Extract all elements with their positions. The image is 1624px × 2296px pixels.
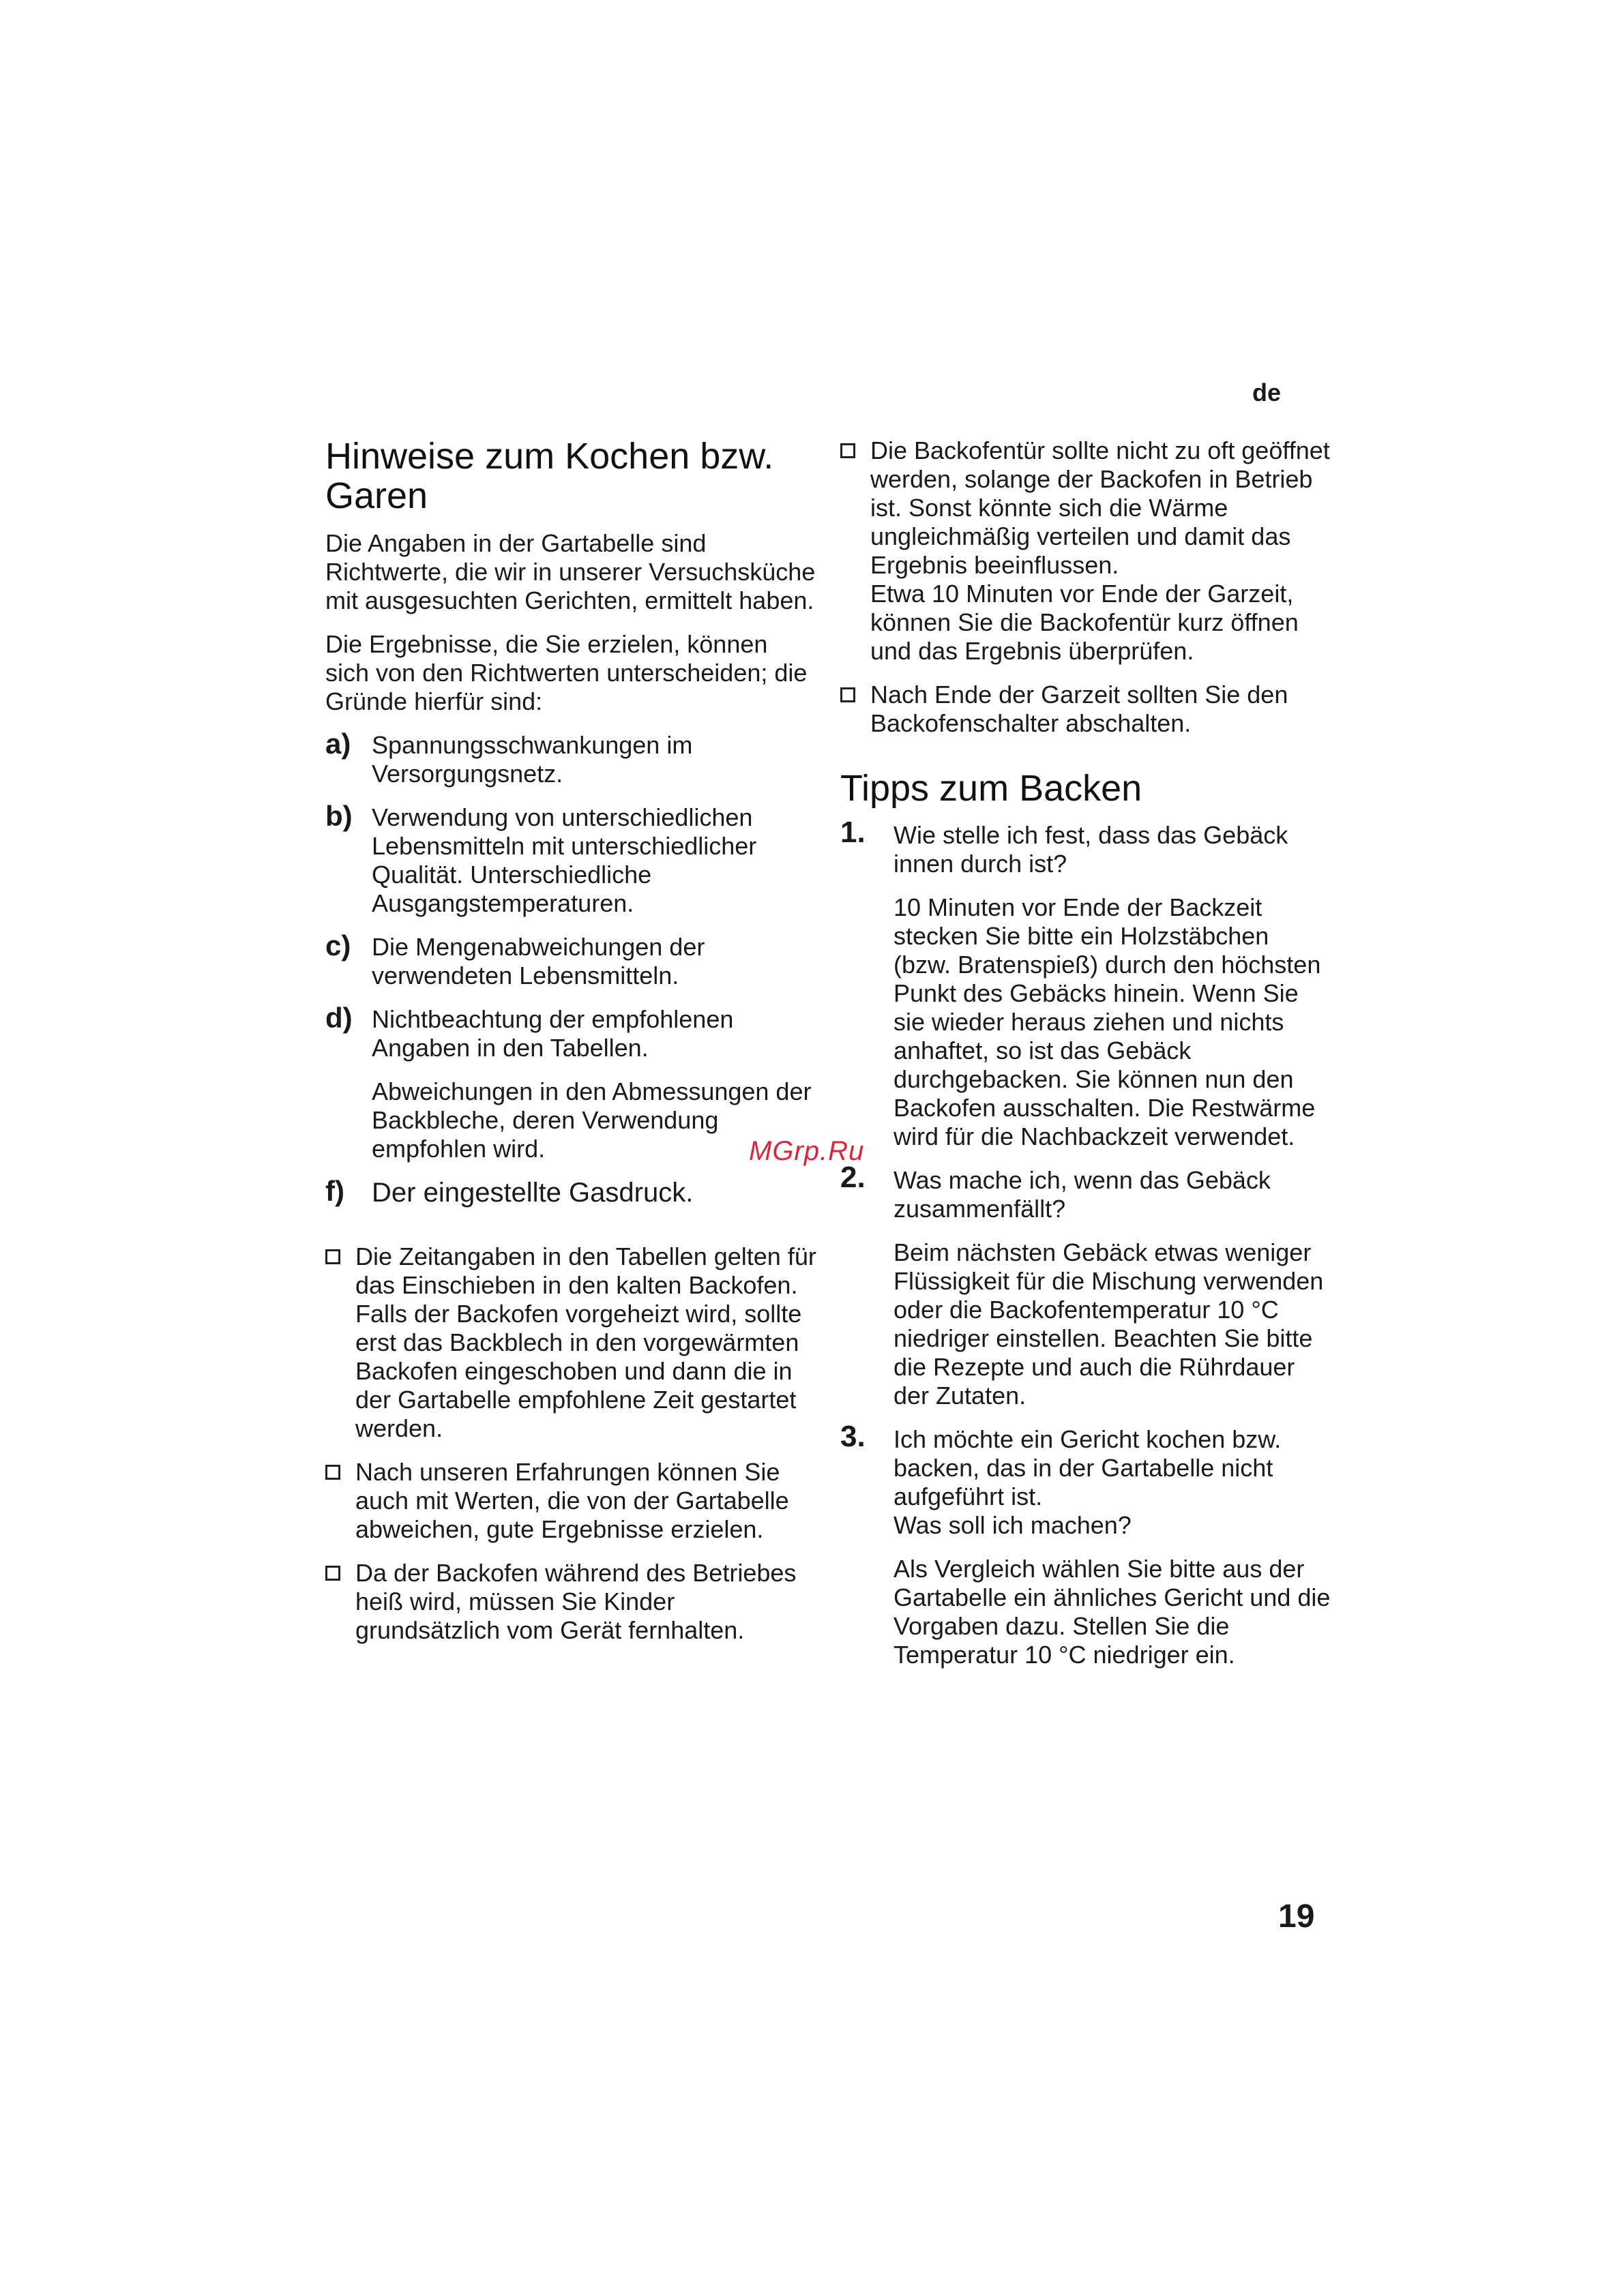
bullet-text: Nach unseren Erfahrungen können Sie auch mit Werten, die von der Gartabelle abweichen, gute Ergebnisse erzielen. bbox=[355, 1458, 789, 1543]
tip-question-text: Ich möchte ein Gericht kochen bzw. backen, das in der Gartabelle nicht aufgeführt ist. bbox=[894, 1425, 1282, 1510]
tip-number: 2. bbox=[840, 1161, 866, 1194]
tip-number: 1. bbox=[840, 816, 866, 849]
bullet-text: Die Backofentür sollte nicht zu oft geöffnet werden, solange der Backofen in Betrieb ist. Sonst könnte sich die Wärme ungleichmäßig verteilen und damit das Ergebnis beeinflussen. bbox=[870, 436, 1330, 579]
bullet-item bbox=[325, 1242, 816, 1443]
tip-answer-2: Beim nächsten Gebäck etwas weniger Flüssigkeit für die Mischung verwenden oder die Backofentemperatur 10 °C niedriger einstellen. Beachten Sie bitte die Rezepte und auch die Rührdauer der Zutaten. bbox=[894, 1238, 1324, 1410]
intro-paragraph-2: Die Ergebnisse, die Sie erzielen, können sich von den Richtwerten unterscheiden; die Gründe hierfür sind: bbox=[325, 630, 808, 715]
tip-number: 3. bbox=[840, 1420, 866, 1453]
reason-item-d bbox=[325, 1002, 816, 1062]
reason-item-a bbox=[325, 728, 816, 788]
intro-paragraph-1: Die Angaben in der Gartabelle sind Richtwerte, die wir in unserer Versuchsküche mit ausgesuchten Gerichten, ermittelt haben. bbox=[325, 529, 816, 614]
reason-label: d) bbox=[325, 1002, 353, 1034]
reason-text: Verwendung von unterschiedlichen Lebensmitteln mit unterschiedlicher Qualität. Unterschiedliche Ausgangstemperaturen. bbox=[372, 803, 757, 917]
reason-text: Die Mengenabweichungen der verwendeten Lebensmitteln. bbox=[372, 933, 705, 989]
watermark: MGrp.Ru bbox=[749, 1136, 865, 1166]
reason-label: f) bbox=[325, 1175, 344, 1207]
checkbox-bullet-icon bbox=[325, 1465, 340, 1480]
checkbox-bullet-icon bbox=[840, 443, 855, 458]
bullet-text: Da der Backofen während des Betriebes heiß wird, müssen Sie Kinder grundsätzlich vom Gerät fernhalten. bbox=[355, 1559, 797, 1644]
bullet-item bbox=[840, 436, 1331, 666]
right-column bbox=[840, 436, 1331, 1684]
tip-question-text: Wie stelle ich fest, dass das Gebäck innen durch ist? bbox=[894, 821, 1288, 878]
reason-d-note: Abweichungen in den Abmessungen der Backbleche, deren Verwendung empfohlen wird. bbox=[372, 1077, 812, 1163]
page-number: 19 bbox=[1278, 1898, 1315, 1935]
reason-item-b bbox=[325, 800, 816, 918]
checkbox-bullet-icon bbox=[325, 1249, 340, 1264]
tip-question-text: Was mache ich, wenn das Gebäck zusammenfällt? bbox=[894, 1166, 1271, 1223]
language-code: de bbox=[1252, 378, 1282, 406]
reason-text: Nichtbeachtung der empfohlenen Angaben in den Tabellen. bbox=[372, 1005, 734, 1062]
tip-answer-1: 10 Minuten vor Ende der Backzeit stecken Sie bitte ein Holzstäbchen (bzw. Bratenspieß) durch den höchsten Punkt des Gebäcks hinein. Wenn Sie sie wieder heraus ziehen und nichts anhaftet, so ist das Gebäck durchgebacken. Sie können nun den Backofen ausschalten. Die Restwärme wird für die Nachbackzeit verwendet. bbox=[894, 893, 1321, 1150]
checkbox-bullet-icon bbox=[840, 687, 855, 702]
reason-label: b) bbox=[325, 800, 353, 832]
tip-question-text-continued: Was soll ich machen? bbox=[894, 1511, 1132, 1539]
tip-question-2 bbox=[840, 1161, 1331, 1223]
tip-question-1 bbox=[840, 816, 1331, 878]
reason-item-c bbox=[325, 929, 816, 990]
section-title-cooking: Hinweise zum Kochen bzw. Garen bbox=[325, 436, 774, 516]
reason-text: Spannungsschwankungen im Versorgungsnetz. bbox=[372, 731, 693, 788]
bullet-text-continued: Etwa 10 Minuten vor Ende der Garzeit, können Sie die Backofentür kurz öffnen und das Ergebnis überprüfen. bbox=[870, 580, 1299, 665]
bullet-item bbox=[325, 1458, 816, 1544]
bullet-text: Nach Ende der Garzeit sollten Sie den Backofenschalter abschalten. bbox=[870, 681, 1288, 737]
left-column bbox=[325, 436, 816, 1660]
tip-question-3 bbox=[840, 1420, 1331, 1540]
bullet-text: Die Zeitangaben in den Tabellen gelten für das Einschieben in den kalten Backofen. Falls der Backofen vorgeheizt wird, sollte erst das Backblech in den vorgewärmten Backofen eingeschoben und dann die in der Gartabelle empfohlene Zeit gestartet werden. bbox=[355, 1242, 816, 1442]
reason-text: Der eingestellte Gasdruck. bbox=[372, 1178, 694, 1208]
tip-answer-3: Als Vergleich wählen Sie bitte aus der Gartabelle ein ähnliches Gericht und die Vorgaben dazu. Stellen Sie die Temperatur 10 °C niedriger ein. bbox=[894, 1555, 1331, 1669]
section-title-baking-tips: Tipps zum Backen bbox=[840, 768, 1142, 809]
reason-label: c) bbox=[325, 929, 351, 961]
bullet-item bbox=[325, 1559, 816, 1645]
checkbox-bullet-icon bbox=[325, 1566, 340, 1581]
reason-label: a) bbox=[325, 728, 351, 760]
bullet-item bbox=[840, 681, 1331, 738]
reason-item-f bbox=[325, 1175, 816, 1208]
